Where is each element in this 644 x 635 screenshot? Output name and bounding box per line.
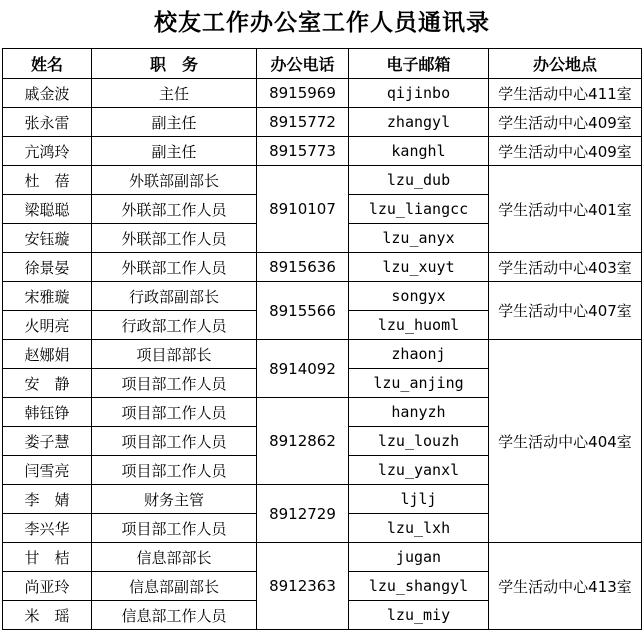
office-phone: 8915566 (257, 282, 349, 340)
header-phone: 办公电话 (257, 49, 349, 79)
staff-role: 外联部副部长 (92, 166, 257, 195)
email-id: kanghl (349, 137, 489, 166)
page-title: 校友工作办公室工作人员通讯录 (154, 9, 490, 36)
contact-table (2, 48, 642, 630)
header-role: 职 务 (92, 49, 257, 79)
office-phone: 8915772 (257, 108, 349, 137)
office-phone: 8915773 (257, 137, 349, 166)
email-id: lzu_xuyt (349, 253, 489, 282)
staff-name: 李 婧 (3, 485, 92, 514)
staff-role: 副主任 (92, 108, 257, 137)
staff-role: 外联部工作人员 (92, 253, 257, 282)
staff-role: 信息部部长 (92, 543, 257, 572)
email-id: zhangyl (349, 108, 489, 137)
email-id: lzu_huoml (349, 311, 489, 340)
office-phone: 8915969 (257, 79, 349, 108)
office-location: 学生活动中心403室 (489, 253, 642, 282)
staff-name: 亢鸿玲 (3, 137, 92, 166)
staff-role: 项目部工作人员 (92, 456, 257, 485)
staff-role: 项目部工作人员 (92, 398, 257, 427)
table-row (3, 282, 642, 311)
email-id: lzu_anyx (349, 224, 489, 253)
table-row (3, 543, 642, 572)
office-phone: 8910107 (257, 166, 349, 253)
staff-role: 行政部工作人员 (92, 311, 257, 340)
header-row (3, 49, 642, 79)
staff-name: 尚亚玲 (3, 572, 92, 601)
staff-role: 信息部工作人员 (92, 601, 257, 630)
email-id: zhaonj (349, 340, 489, 369)
email-id: lzu_shangyl (349, 572, 489, 601)
staff-name: 杜 蓓 (3, 166, 92, 195)
table-row (3, 137, 642, 166)
office-phone: 8914092 (257, 340, 349, 398)
staff-name: 米 瑶 (3, 601, 92, 630)
email-id: hanyzh (349, 398, 489, 427)
table-row (3, 108, 642, 137)
staff-role: 主任 (92, 79, 257, 108)
staff-role: 项目部部长 (92, 340, 257, 369)
office-location: 学生活动中心409室 (489, 108, 642, 137)
header-email: 电子邮箱 (349, 49, 489, 79)
table-row (3, 340, 642, 369)
staff-name: 安钰璇 (3, 224, 92, 253)
office-phone: 8915636 (257, 253, 349, 282)
staff-name: 李兴华 (3, 514, 92, 543)
office-location: 学生活动中心404室 (489, 340, 642, 543)
office-location: 学生活动中心401室 (489, 166, 642, 253)
staff-name: 安 静 (3, 369, 92, 398)
office-phone: 8912729 (257, 485, 349, 543)
staff-role: 财务主管 (92, 485, 257, 514)
staff-name: 韩钰铮 (3, 398, 92, 427)
staff-role: 副主任 (92, 137, 257, 166)
email-id: lzu_miy (349, 601, 489, 630)
email-id: lzu_anjing (349, 369, 489, 398)
email-id: jugan (349, 543, 489, 572)
email-id: lzu_louzh (349, 427, 489, 456)
staff-name: 徐景晏 (3, 253, 92, 282)
email-id: ljlj (349, 485, 489, 514)
office-phone: 8912862 (257, 398, 349, 485)
staff-role: 外联部工作人员 (92, 195, 257, 224)
table-row (3, 79, 642, 108)
staff-name: 张永雷 (3, 108, 92, 137)
staff-role: 信息部副部长 (92, 572, 257, 601)
table-row (3, 166, 642, 195)
staff-role: 行政部副部长 (92, 282, 257, 311)
staff-name: 娄子慧 (3, 427, 92, 456)
staff-role: 外联部工作人员 (92, 224, 257, 253)
staff-role: 项目部工作人员 (92, 427, 257, 456)
email-id: lzu_yanxl (349, 456, 489, 485)
office-location: 学生活动中心413室 (489, 543, 642, 630)
staff-name: 宋雅璇 (3, 282, 92, 311)
staff-role: 项目部工作人员 (92, 514, 257, 543)
email-id: lzu_liangcc (349, 195, 489, 224)
office-phone: 8912363 (257, 543, 349, 630)
office-location: 学生活动中心407室 (489, 282, 642, 340)
email-id: qijinbo (349, 79, 489, 108)
email-id: lzu_lxh (349, 514, 489, 543)
email-id: lzu_dub (349, 166, 489, 195)
staff-name: 闫雪亮 (3, 456, 92, 485)
email-id: songyx (349, 282, 489, 311)
staff-name: 梁聪聪 (3, 195, 92, 224)
staff-name: 赵娜娟 (3, 340, 92, 369)
office-location: 学生活动中心411室 (489, 79, 642, 108)
staff-name: 戚金波 (3, 79, 92, 108)
table-row (3, 253, 642, 282)
header-name: 姓名 (3, 49, 92, 79)
staff-role: 项目部工作人员 (92, 369, 257, 398)
header-location: 办公地点 (489, 49, 642, 79)
staff-name: 火明亮 (3, 311, 92, 340)
office-location: 学生活动中心409室 (489, 137, 642, 166)
staff-name: 甘 桔 (3, 543, 92, 572)
